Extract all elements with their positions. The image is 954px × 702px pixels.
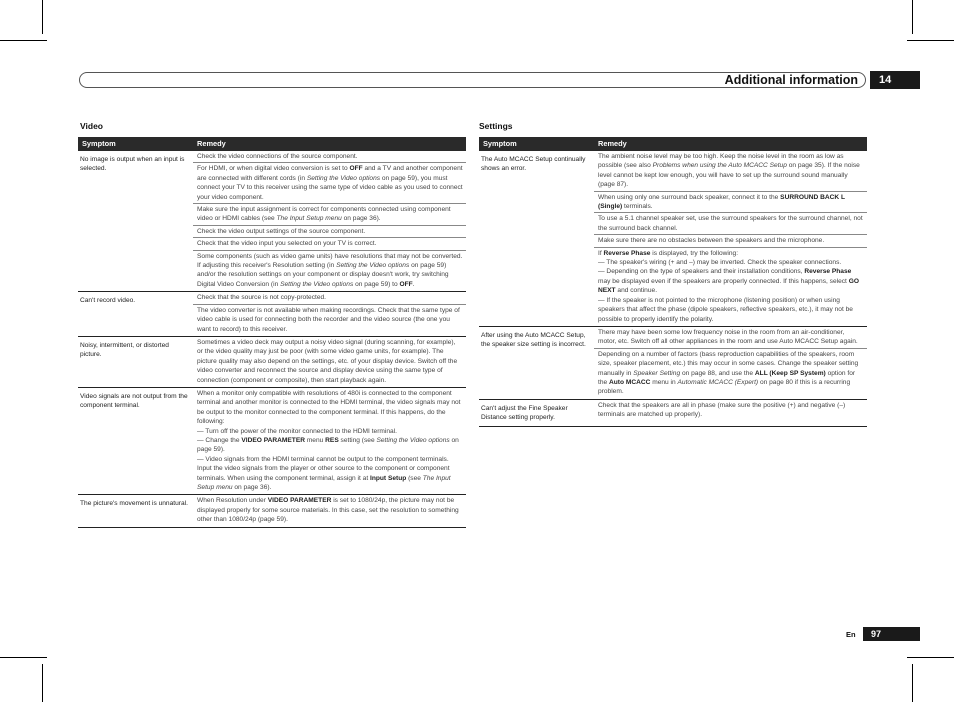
italic-reference: Automatic MCACC (Expert): [677, 378, 759, 386]
table-row: [78, 151, 466, 163]
remedy-text: on page 88, and use the: [680, 369, 755, 377]
bold-term: GO NEXT: [598, 277, 859, 295]
column-header-symptom: Symptom: [479, 137, 594, 151]
remedy-text: Make sure the input assignment is correct for components connected using component video or HDMI cables (see: [197, 206, 451, 223]
section-title-video: Video: [80, 121, 103, 131]
remedy-cell: [193, 495, 466, 527]
remedy-text: — If the speaker is not pointed to the microphone (listening position) or when using speakers that affect the phase (dipole speakers, reflective speakers, etc.), it may not be possible to properly identify the polarity.: [598, 296, 853, 323]
italic-reference: Setting the Video options: [376, 436, 450, 444]
remedy-text: on page 36).: [232, 484, 272, 491]
remedy-text: Check that the source is not copy-protected.: [197, 294, 327, 302]
remedy-cell: [594, 151, 867, 191]
remedy-text: is displayed, try the following:: [650, 249, 739, 257]
remedy-text: is set to 1080/24p, the picture may not be displayed properly for some source materials. In this case, set the resolution to something other than 1080/24p (page 59).: [197, 497, 459, 524]
italic-reference: The Input Setup menu: [276, 215, 342, 223]
remedy-cell: [193, 336, 466, 387]
symptom-cell: The Auto MCACC Setup continually shows an error.: [479, 151, 594, 326]
remedy-text: Check the video connections of the source component.: [197, 153, 358, 160]
remedy-cell: [193, 387, 466, 494]
table-row: [78, 495, 466, 527]
remedy-cell: [594, 348, 867, 399]
symptom-cell: After using the Auto MCACC Setup, the speaker size setting is incorrect.: [479, 326, 594, 399]
table-row: [78, 387, 466, 494]
remedy-cell: [594, 213, 867, 235]
column-header-remedy: Remedy: [193, 137, 466, 151]
symptom-cell: Can't record video.: [78, 292, 193, 337]
bold-term: VIDEO PARAMETER: [241, 436, 305, 444]
bold-term: Input Setup: [370, 474, 407, 482]
table-row: [479, 326, 867, 348]
video-troubleshooting-table: [78, 137, 466, 528]
column-header-remedy: Remedy: [594, 137, 867, 151]
remedy-cell: [594, 326, 867, 348]
remedy-text: Sometimes a video deck may output a noisy video signal (during scanning, for example), or the video quality may just be poor (with some video game units, for example). The picture quality may also depend on the settings, etc. of your display device. Switch off the video converter and reconnect the source and display device using the same type of connection (component or composite), then start playback again.: [197, 338, 458, 384]
page-number: 97: [863, 627, 920, 641]
remedy-text: and continue.: [615, 287, 658, 295]
table-row: [479, 151, 867, 191]
remedy-text: on page 35). If the noise level cannot be kept low enough, you will have to set up the surround sound manually (page 87).: [598, 162, 860, 189]
remedy-text: on page 59), you must connect your TV to this receiver using the same type of video cable as you used to connect your video component.: [197, 174, 463, 201]
remedy-text: If: [598, 249, 604, 257]
remedy-text: on page 36).: [341, 215, 381, 223]
bold-term: VIDEO PARAMETER: [267, 497, 332, 505]
remedy-text: The ambient noise level may be too high. Keep the noise level in the room as low as possible (see also: [598, 153, 844, 170]
remedy-text: terminals.: [622, 203, 653, 211]
bold-term: Reverse Phase: [603, 249, 651, 257]
bold-term: SURROUND BACK L (Single): [598, 193, 845, 211]
remedy-text: setting (see: [338, 436, 377, 444]
crop-mark: [0, 657, 47, 658]
remedy-text: — Turn off the power of the monitor connected to the HDMI terminal.: [197, 427, 397, 435]
crop-mark: [912, 664, 913, 702]
remedy-text: The video converter is not available when making recordings. Check that the same type of video cable is used for connecting both the recorder and the video source (the one you want to record) to this receiver.: [197, 306, 460, 333]
crop-mark: [42, 0, 43, 34]
symptom-cell: The picture's movement is unnatural.: [78, 495, 193, 527]
remedy-text: option for the: [598, 369, 856, 386]
remedy-cell: [594, 247, 867, 326]
remedy-text: — Video signals from the HDMI terminal cannot be output to the component terminals. Input the video signals from the player or other source to the component or component terminals. When using the component terminal, assign it at: [197, 455, 450, 482]
symptom-cell: No image is output when an input is selected.: [78, 151, 193, 292]
remedy-text: on page 59) and/or the resolution settings on your component or display doesn't work, try switching Digital Video Conversion (in: [197, 262, 449, 288]
crop-mark: [907, 40, 954, 41]
remedy-cell: [193, 225, 466, 237]
bold-term: Reverse Phase: [804, 268, 852, 276]
chapter-number: 14: [870, 71, 920, 89]
remedy-text: Check the video output settings of the source component.: [197, 227, 366, 235]
symptom-cell: Noisy, intermittent, or distorted picture.: [78, 336, 193, 387]
remedy-text: menu in: [650, 378, 678, 386]
crop-mark: [912, 0, 913, 34]
remedy-cell: [594, 399, 867, 426]
italic-reference: The Input Setup menu: [197, 474, 451, 491]
bold-term: ALL (Keep SP System): [754, 369, 826, 377]
remedy-cell: [193, 238, 466, 250]
crop-mark: [0, 40, 47, 41]
table-row: [78, 292, 466, 304]
remedy-text: Depending on a number of factors (bass reproduction capabilities of the speakers, room size, speaker placement, etc.) this may occur in some cases. Change the speaker setting manually in: [598, 350, 859, 377]
remedy-text: — Depending on the type of speakers and their installation conditions,: [598, 268, 805, 276]
italic-reference: Setting the Video options: [280, 280, 354, 288]
remedy-text: Make sure there are no obstacles between the speakers and the microphone.: [598, 237, 825, 245]
symptom-cell: Video signals are not output from the component terminal.: [78, 387, 193, 494]
symptom-cell: Can't adjust the Fine Speaker Distance setting properly.: [479, 399, 594, 426]
remedy-text: To use a 5.1 channel speaker set, use the surround speakers for the surround channel, not the surround back channel.: [598, 215, 863, 232]
remedy-cell: [594, 191, 867, 213]
italic-reference: Speaker Setting: [633, 369, 681, 377]
bold-term: OFF: [399, 280, 413, 288]
remedy-text: on page 80 if this is a recurring problem.: [598, 378, 851, 396]
remedy-cell: [193, 204, 466, 226]
table-row: [78, 336, 466, 387]
crop-mark: [42, 664, 43, 702]
remedy-text: may be displayed even if the speakers are properly connected. If this happens, select: [598, 277, 849, 285]
remedy-text: When a monitor only compatible with resolutions of 480i is connected to the component terminal and another monitor is connected to the HDMI terminal, the video signals may not be output to the monitor connected to the component terminal. If this happens, do the following:: [197, 389, 461, 426]
settings-troubleshooting-table: [479, 137, 867, 427]
remedy-cell: [193, 292, 466, 304]
chapter-title: Additional information: [724, 73, 858, 87]
section-title-settings: Settings: [479, 121, 513, 131]
remedy-text: Check that the speakers are all in phase (make sure the positive (+) and negative (–) terminals are matched up properly).: [598, 401, 846, 419]
remedy-text: on page 59) to: [353, 280, 400, 288]
remedy-text: on page 59).: [197, 436, 459, 454]
remedy-text: Check that the video input you selected on your TV is correct.: [197, 240, 377, 248]
remedy-text: — Change the: [197, 436, 242, 444]
remedy-cell: [594, 235, 867, 247]
italic-reference: Problems when using the Auto MCACC Setup: [652, 162, 787, 170]
bold-term: OFF: [349, 165, 363, 173]
remedy-cell: [193, 304, 466, 336]
remedy-text: — The speaker's wiring (+ and –) may be inverted. Check the speaker connections.: [598, 259, 842, 267]
table-row: [479, 399, 867, 426]
column-header-symptom: Symptom: [78, 137, 193, 151]
remedy-text: There may have been some low frequency noise in the room from an air-conditioner, motor, etc. Switch off all other appliances in the room and use Auto MCACC Setup again.: [598, 328, 858, 346]
remedy-cell: [193, 163, 466, 204]
remedy-text: (see: [406, 474, 423, 482]
crop-mark: [907, 657, 954, 658]
remedy-text: For HDMI, or when digital video conversion is set to: [197, 165, 350, 173]
bold-term: Auto MCACC: [609, 378, 651, 386]
remedy-text: When Resolution under: [197, 497, 268, 505]
italic-reference: Setting the Video options: [336, 262, 410, 270]
remedy-cell: [193, 250, 466, 292]
bold-term: RES: [325, 436, 339, 444]
remedy-text: .: [412, 280, 415, 288]
language-label: En: [846, 630, 856, 639]
remedy-text: When using only one surround back speaker, connect it to the: [598, 193, 781, 201]
remedy-cell: [193, 151, 466, 163]
remedy-text: menu: [304, 436, 326, 444]
remedy-text: and a TV and another component are connected with different cords (in: [197, 165, 463, 182]
italic-reference: Setting the Video options: [306, 174, 381, 182]
remedy-text: Some components (such as video game units) have resolutions that may not be converted. If adjusting this receiver's Resolution setting (in: [197, 252, 463, 270]
